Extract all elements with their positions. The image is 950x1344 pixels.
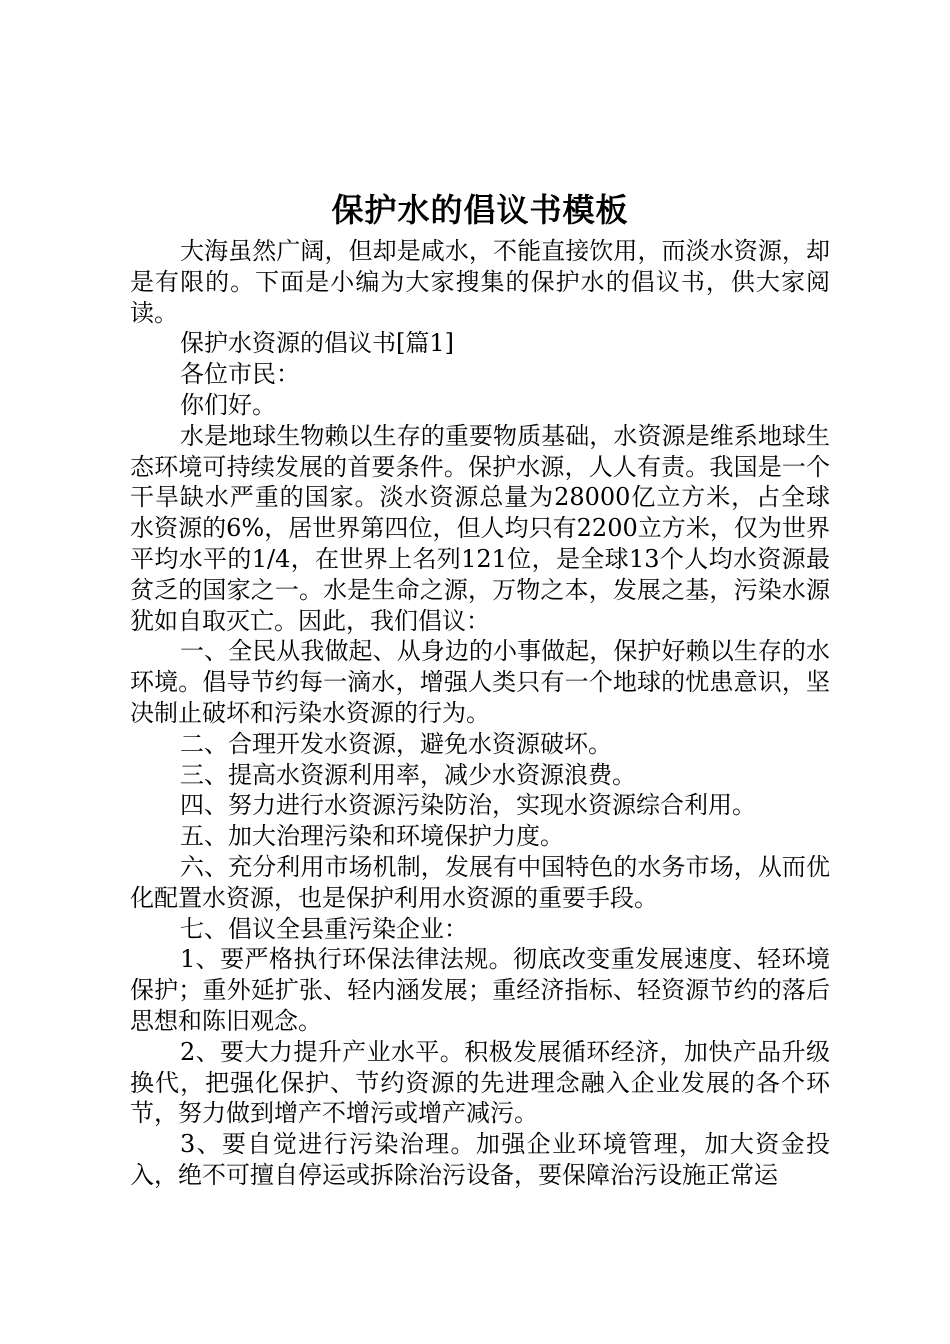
section-heading: 保护水资源的倡议书[篇1]: [180, 329, 454, 358]
document-page: [130, 190, 830, 1191]
proposal-item-4: 四、努力进行水资源污染防治，实现水资源综合利用。: [180, 791, 756, 820]
proposal-item-2: 二、合理开发水资源，避免水资源破坏。: [180, 729, 612, 758]
proposal-item-7: 七、倡议全县重污染企业：: [180, 914, 468, 943]
enterprise-item-3: 3、要自觉进行污染治理。加强企业环境管理，加大资金投入，绝不可擅自停运或拆除治污设备，要保障治污设施正常运: [130, 1130, 830, 1189]
document-title: 保护水的倡议书模板: [331, 191, 629, 229]
proposal-item-6: 六、充分利用市场机制，发展有中国特色的水务市场，从而优化配置水资源，也是保护利用水资源的重要手段。: [130, 852, 830, 912]
proposal-item-3: 三、提高水资源利用率，减少水资源浪费。: [180, 760, 636, 789]
greeting: 你们好。: [180, 390, 276, 419]
body-paragraph: 水是地球生物赖以生存的重要物质基础，水资源是维系地球生态环境可持续发展的首要条件。保护水源，人人有责。我国是一个干旱缺水严重的国家。淡水资源总量为28000亿立方米，占全球水资源的6%，居世界第四位，但人均只有2200立方米，仅为世界平均水平的1/4，在世界上名列121位，是全球13个人均水资源最贫乏的国家之一。水是生命之源，万物之本，发展之基，污染水源犹如自取灭亡。因此，我们倡议：: [130, 421, 830, 635]
proposal-item-1: 一、全民从我做起、从身边的小事做起，保护好赖以生存的水环境。倡导节约每一滴水，增强人类只有一个地球的忧患意识，坚决制止破坏和污染水资源的行为。: [130, 637, 830, 727]
proposal-item-5: 五、加大治理污染和环境保护力度。: [180, 822, 564, 851]
enterprise-item-1: 1、要严格执行环保法律法规。彻底改变重发展速度、轻环境保护；重外延扩张、轻内涵发展；重经济指标、轻资源节约的落后思想和陈旧观念。: [130, 945, 830, 1035]
salutation: 各位市民：: [180, 360, 300, 389]
intro-paragraph: 大海虽然广阔，但却是咸水，不能直接饮用，而淡水资源，却是有限的。下面是小编为大家搜集的保护水的倡议书，供大家阅读。: [130, 237, 830, 327]
enterprise-item-2: 2、要大力提升产业水平。积极发展循环经济，加快产品升级换代，把强化保护、节约资源的先进理念融入企业发展的各个环节，努力做到增产不增污或增产减污。: [130, 1037, 830, 1128]
